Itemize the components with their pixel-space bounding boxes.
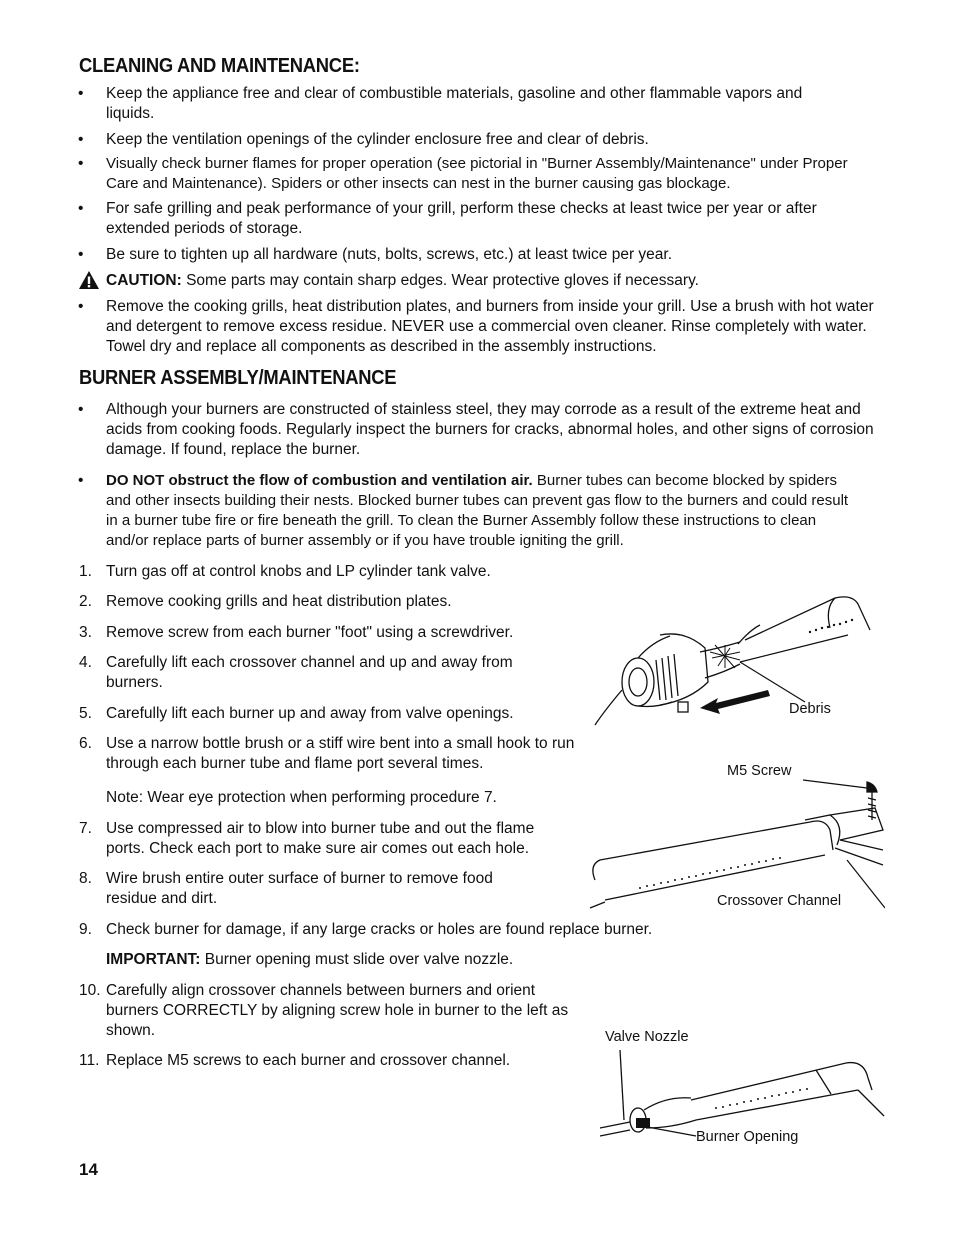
section-title-cleaning: CLEANING AND MAINTENANCE: [79, 55, 360, 77]
note-text: Note: Wear eye protection when performing procedure 7. [106, 789, 497, 806]
bullet-marker: • [78, 401, 84, 418]
step-text: Carefully lift each burner up and away from valve openings. [106, 705, 514, 722]
step-number: 6. [79, 735, 92, 752]
step-text: Carefully lift each crossover channel and up and away from burners. [106, 654, 513, 691]
step-number: 9. [79, 921, 92, 938]
burner-bullet-2-text: Burner tubes can become blocked by spiders and other insects building their nests. Blocked burner tubes can prevent gas flow to the burners and could result in a burner tube fire or fire beneath the grill. To clean the Burner Assembly follow these instructions to clean and/or replace parts of burner assembly or if you have trouble igniting the grill. [106, 472, 849, 549]
bullet-marker: • [78, 200, 84, 217]
label-valve-nozzle: Valve Nozzle [605, 1029, 689, 1045]
page-number: 14 [79, 1160, 98, 1179]
step-number: 2. [79, 593, 92, 610]
step-text: Check burner for damage, if any large cracks or holes are found replace burner. [106, 921, 653, 938]
burner-bullet-1: Although your burners are constructed of stainless steel, they may corrode as a result of the extreme heat and acids from cooking foods. Regularly inspect the burners for cracks, abnormal holes, and other signs of corrosion damage. If found, replace the burner. [106, 401, 874, 458]
label-m5-screw: M5 Screw [727, 763, 792, 779]
cleaning-bullet-6: Remove the cooking grills, heat distribution plates, and burners from inside your grill. Use a brush with hot water and detergent to remove excess residue. NEVER use a commercial oven cleaner. Rinse completely with water. Towel dry and replace all components as described in the assembly instructions. [106, 298, 874, 355]
label-debris: Debris [789, 701, 831, 717]
bullet-marker: • [78, 155, 84, 172]
step-text: Turn gas off at control knobs and LP cylinder tank valve. [106, 563, 491, 580]
step-number: 3. [79, 624, 92, 641]
burner-bullet-2 [106, 471, 851, 551]
step-text: Replace M5 screws to each burner and crossover channel. [106, 1052, 511, 1069]
bullet-marker: • [78, 246, 84, 263]
caution-text: Some parts may contain sharp edges. Wear protective gloves if necessary. [181, 272, 699, 289]
step-number: 8. [79, 870, 92, 887]
bullet-marker: • [78, 472, 84, 489]
burner-bullet-2-bold: DO NOT obstruct the flow of combustion and ventilation air. [106, 472, 533, 489]
bullet-marker: • [78, 131, 84, 148]
burner-debris-illustration [590, 590, 880, 740]
step-number: 4. [79, 654, 92, 671]
step-text: Use a narrow bottle brush or a stiff wire bent into a small hook to run through each burner tube and flame port several times. [106, 735, 575, 772]
label-crossover-channel: Crossover Channel [717, 893, 842, 909]
crossover-channel-illustration [585, 770, 885, 910]
warning-icon [78, 270, 100, 290]
cleaning-bullet-1: Keep the appliance free and clear of combustible materials, gasoline and other flammable vapors and liquids. [106, 85, 803, 122]
step-text: Use compressed air to blow into burner tube and out the flame ports. Check each port to make sure air comes out each hole. [106, 820, 535, 857]
cleaning-bullet-3: Visually check burner flames for proper operation (see pictorial in "Burner Assembly/Maintenance" under Proper Care and Maintenance). Spiders or other insects can nest in the burner causing gas blockage. [106, 155, 848, 192]
caution-line [106, 271, 866, 291]
cleaning-bullet-2: Keep the ventilation openings of the cylinder enclosure free and clear of debris. [106, 131, 649, 148]
step-text: Remove cooking grills and heat distribution plates. [106, 593, 452, 610]
step-number: 11. [79, 1052, 100, 1069]
cleaning-bullet-5: Be sure to tighten up all hardware (nuts, bolts, screws, etc.) at least twice per year. [106, 246, 673, 263]
step-number: 5. [79, 705, 92, 722]
important-label: IMPORTANT: [106, 951, 201, 968]
bullet-marker: • [78, 85, 84, 102]
section-title-burner: BURNER ASSEMBLY/MAINTENANCE [79, 367, 397, 389]
caution-label: CAUTION: [106, 272, 182, 289]
step-number: 7. [79, 820, 92, 837]
label-burner-opening: Burner Opening [696, 1129, 799, 1145]
important-text: Burner opening must slide over valve nozzle. [200, 951, 514, 968]
step-text: Carefully align crossover channels between burners and orient burners CORRECTLY by aligning screw hole in burner to the left as shown. [106, 982, 569, 1039]
important-line [106, 950, 666, 970]
step-number: 1. [79, 563, 92, 580]
cleaning-bullet-4: For safe grilling and peak performance of your grill, perform these checks at least twice per year or after extended periods of storage. [106, 200, 817, 237]
step-text: Remove screw from each burner "foot" using a screwdriver. [106, 624, 514, 641]
bullet-marker: • [78, 298, 84, 315]
step-number: 10. [79, 982, 101, 999]
step-text: Wire brush entire outer surface of burner to remove food residue and dirt. [106, 870, 493, 907]
